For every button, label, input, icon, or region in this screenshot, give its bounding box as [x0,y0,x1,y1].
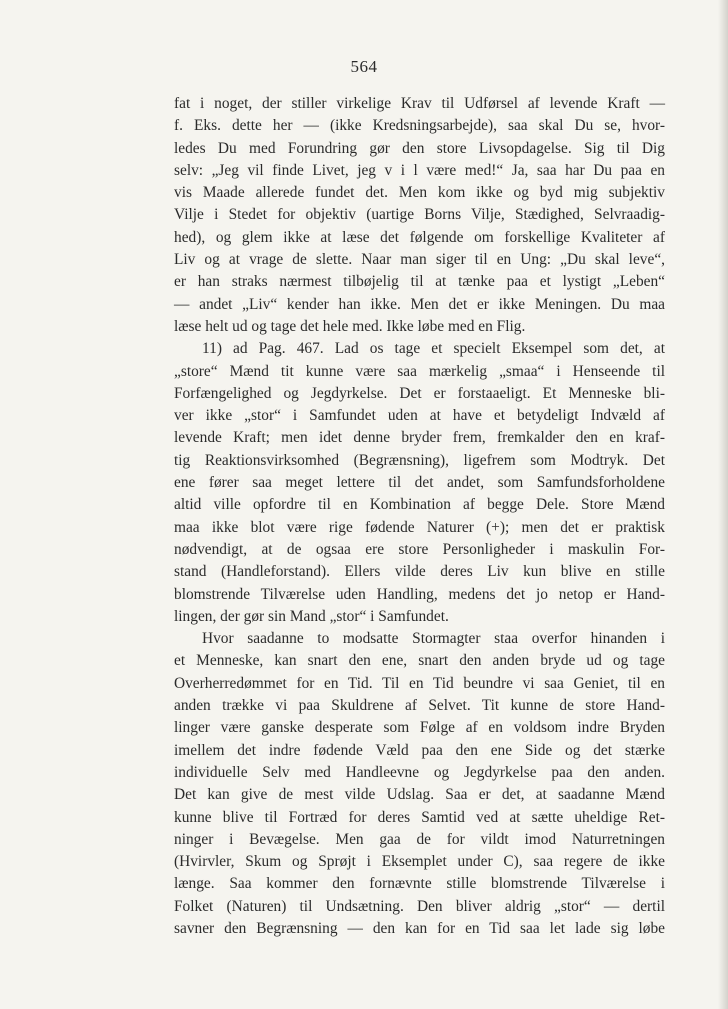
text-line: — andet „Liv“ kender han ikke. Men det er ikke Meningen. Du maa [174,295,665,313]
text-line: stand (Handleforstand). Ellers vilde deres Liv kun blive en stille [174,563,665,581]
page-number: 564 [350,57,378,76]
text-line: fat i noget, der stiller virkelige Krav til Udførsel af levende Kraft — [174,95,665,112]
text-line: savner den Begrænsning — den kan for en Tid saa let lade sig løbe [174,919,665,937]
text-line: hed), og glem ikke at læse det følgende om forskellige Kvaliteter af [174,228,665,246]
text-line: et Menneske, kan snart den ene, snart den anden bryde ud og tage [174,652,665,670]
text-line: Liv og at vrage de slette. Naar man siger til en Ung: „Du skal leve“, [174,251,665,269]
text-line: altid ville opfordre til en Kombination af begge Dele. Store Mænd [174,496,665,514]
text-line: ver ikke „stor“ i Samfundet uden at have et betydeligt Indvæld af [174,407,665,425]
text-line: Forfængelighed og Jegdyrkelse. Det er forstaaeligt. Et Menneske bli- [174,384,665,402]
page-edge-shadow [718,0,728,1009]
text-line: Folket (Naturen) til Undsætning. Den bliver aldrig „stor“ — dertil [174,897,665,915]
text-line: Vilje i Stedet for objektiv (uartige Borns Vilje, Stædighed, Selvraadig- [174,206,665,224]
text-line: maa ikke blot være rige fødende Naturer (+); men det er praktisk [174,518,665,536]
text-line: ninger i Bevægelse. Men gaa de for vildt imod Naturretningen [174,830,665,848]
text-line: længe. Saa kommer den fornævnte stille blomstrende Tilværelse i [174,875,665,893]
text-line: Overherredømmet for en Tid. Til en Tid beundre vi saa Geniet, til en [174,674,665,692]
text-line: tig Reaktionsvirksomhed (Begrænsning), ligefrem som Modtryk. Det [174,451,665,469]
text-line: nødvendigt, at de ogsaa ere store Personligheder i maskulin For- [174,540,665,558]
text-line: individuelle Selv med Handleevne og Jegdyrkelse paa den anden. [174,763,665,781]
text-line: 11) ad Pag. 467. Lad os tage et specielt Eksempel som det, at [202,340,665,358]
text-line: (Hvirvler, Skum og Sprøjt i Eksemplet under C), saa regere de ikke [174,853,665,871]
text-line: læse helt ud og tage det hele med. Ikke løbe med en Flig. [174,317,526,335]
text-line: lingen, der gør sin Mand „stor“ i Samfundet. [174,607,449,625]
text-line: vis Maade allerede fundet det. Men kom ikke og byd mig subjektiv [174,184,665,202]
text-line: Hvor saadanne to modsatte Stormagter staa overfor hinanden i [202,630,665,648]
text-line: selv: „Jeg vil finde Livet, jeg v i l være med!“ Ja, saa har Du paa en [174,161,665,179]
text-line: Det kan give de mest vilde Udslag. Saa er det, at saadanne Mænd [174,786,665,804]
text-line: anden trække vi paa Skuldrene af Selvet. Tit kunne de store Hand- [174,697,665,715]
text-line: levende Kraft; men idet denne bryder frem, fremkalder den en kraf- [174,429,665,447]
text-line: f. Eks. dette her — (ikke Kredsningsarbejde), saa skal Du se, hvor- [174,117,665,135]
text-line: „store“ Mænd tit kunne være saa mærkelig „smaa“ i Henseende til [174,362,665,380]
text-line: kunne blive til Fortræd for deres Samtid ved at sætte uheldige Ret- [174,808,665,826]
text-line: ene fører saa meget lettere til det andet, som Samfundsforholdene [174,474,665,492]
body-text [174,93,665,940]
text-line: imellem det indre fødende Væld paa den ene Side og det stærke [174,741,665,759]
text-line: linger være ganske desperate som Følge af en voldsom indre Bryden [174,719,665,737]
text-line: er han straks nærmest tilbøjelig til at tænke paa et lystigt „Leben“ [174,273,665,291]
text-line: blomstrende Tilværelse uden Handling, medens det jo netop er Hand- [174,585,665,603]
text-line: ledes Du med Forundring gør den store Livsopdagelse. Sig til Dig [174,139,665,157]
